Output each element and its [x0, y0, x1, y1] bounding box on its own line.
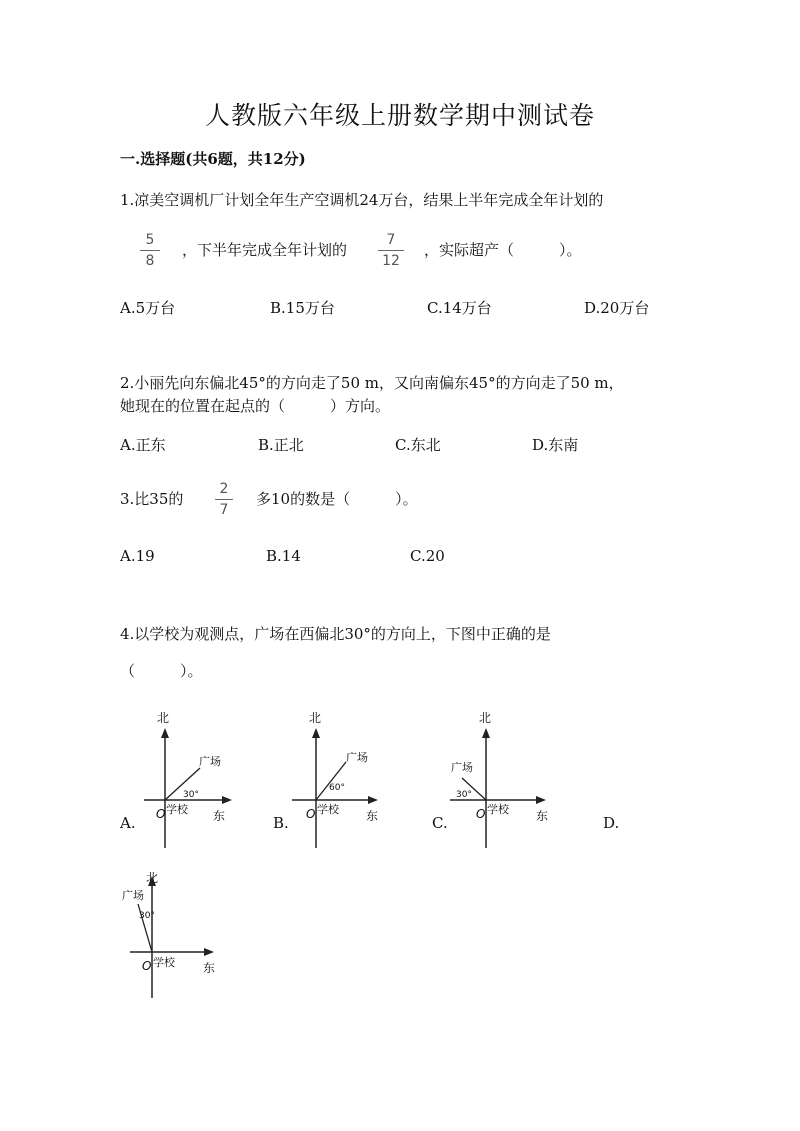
- q1-frac2-denominator: 12: [382, 253, 400, 269]
- q1-frac2-numerator: 7: [386, 232, 396, 248]
- q1-frac1-denominator: 8: [145, 253, 155, 269]
- diagram-d-east-arrow: [204, 948, 214, 956]
- q3-option-a[interactable]: A.19: [120, 547, 155, 565]
- diagram-c-plaza-label: 广场: [451, 761, 473, 774]
- q1-option-a[interactable]: A.5万台: [120, 299, 176, 317]
- q1-mid-text: ，下半年完成全年计划的: [182, 241, 348, 259]
- q2-option-c[interactable]: C.东北: [395, 436, 441, 454]
- q1-option-c[interactable]: C.14万台: [427, 299, 492, 317]
- q3-lead-text: 3.比35的: [120, 490, 184, 508]
- diagram-c-origin-label: O: [476, 807, 486, 821]
- q2-option-b[interactable]: B.正北: [258, 436, 304, 454]
- q1-option-d[interactable]: D.20万台: [584, 299, 650, 317]
- q4-option-b-label[interactable]: B.: [273, 814, 289, 832]
- diagram-a-north-label: 北: [157, 711, 170, 725]
- q3-frac-denominator: 7: [219, 502, 229, 518]
- q4-option-d-label[interactable]: D.: [603, 814, 620, 832]
- diagram-d-origin-label: O: [142, 959, 152, 973]
- q3-option-b[interactable]: B.14: [266, 547, 301, 565]
- diagram-b-east-label: 东: [366, 809, 379, 823]
- q4-line1: 4.以学校为观测点，广场在西偏北30°的方向上，下图中正确的是: [120, 625, 551, 643]
- q3-frac-numerator: 2: [219, 481, 229, 497]
- q2-line1: 2.小丽先向东偏北45°的方向走了50 m，又向南偏东45°的方向走了50 m，: [120, 374, 624, 392]
- diagram-c-school-label: 学校: [487, 803, 509, 816]
- q4-option-a-label[interactable]: A.: [120, 814, 136, 832]
- diagram-d-plaza-label: 广场: [122, 889, 144, 902]
- section-heading: 一.选择题(共6题，共12分): [120, 150, 306, 168]
- diagram-b-plaza-label: 广场: [346, 751, 368, 764]
- q3-tail-text: 多10的数是（ ）。: [256, 490, 418, 508]
- diagram-b-school-label: 学校: [317, 803, 339, 816]
- q2-option-d[interactable]: D.东南: [532, 436, 579, 454]
- q1-frac1-numerator: 5: [145, 232, 155, 248]
- diagram-c-east-label: 东: [536, 809, 549, 823]
- q1-option-b[interactable]: B.15万台: [270, 299, 335, 317]
- diagram-a-plaza-label: 广场: [199, 755, 221, 768]
- diagram-c-angle-label: 30°: [456, 790, 472, 800]
- q2-line2: 她现在的位置在起点的（ ）方向。: [120, 397, 391, 415]
- q3-option-c[interactable]: C.20: [410, 547, 445, 565]
- diagram-d-north-label: 北: [146, 871, 159, 885]
- diagram-a-origin-label: O: [156, 807, 166, 821]
- q2-option-a[interactable]: A.正东: [120, 436, 166, 454]
- diagram-d-east-label: 东: [203, 961, 216, 975]
- diagram-a-east-label: 东: [213, 809, 226, 823]
- q4-line2: （ ）。: [120, 662, 203, 680]
- diagram-c-north-label: 北: [479, 711, 492, 725]
- diagram-b-origin-label: O: [306, 807, 316, 821]
- diagram-b-north-label: 北: [309, 711, 322, 725]
- q1-line1: 1.凉美空调机厂计划全年生产空调机24万台，结果上半年完成全年计划的: [120, 191, 604, 209]
- diagram-d-angle-label: 30°: [139, 911, 155, 921]
- diagram-a-angle-label: 30°: [183, 790, 199, 800]
- page-title: 人教版六年级上册数学期中测试卷: [204, 101, 595, 130]
- q4-option-c-label[interactable]: C.: [432, 814, 448, 832]
- diagram-a-school-label: 学校: [166, 803, 188, 816]
- diagram-d-school-label: 学校: [153, 956, 175, 969]
- q1-tail-text: ，实际超产（ ）。: [424, 241, 582, 259]
- diagram-b-angle-label: 60°: [329, 783, 345, 793]
